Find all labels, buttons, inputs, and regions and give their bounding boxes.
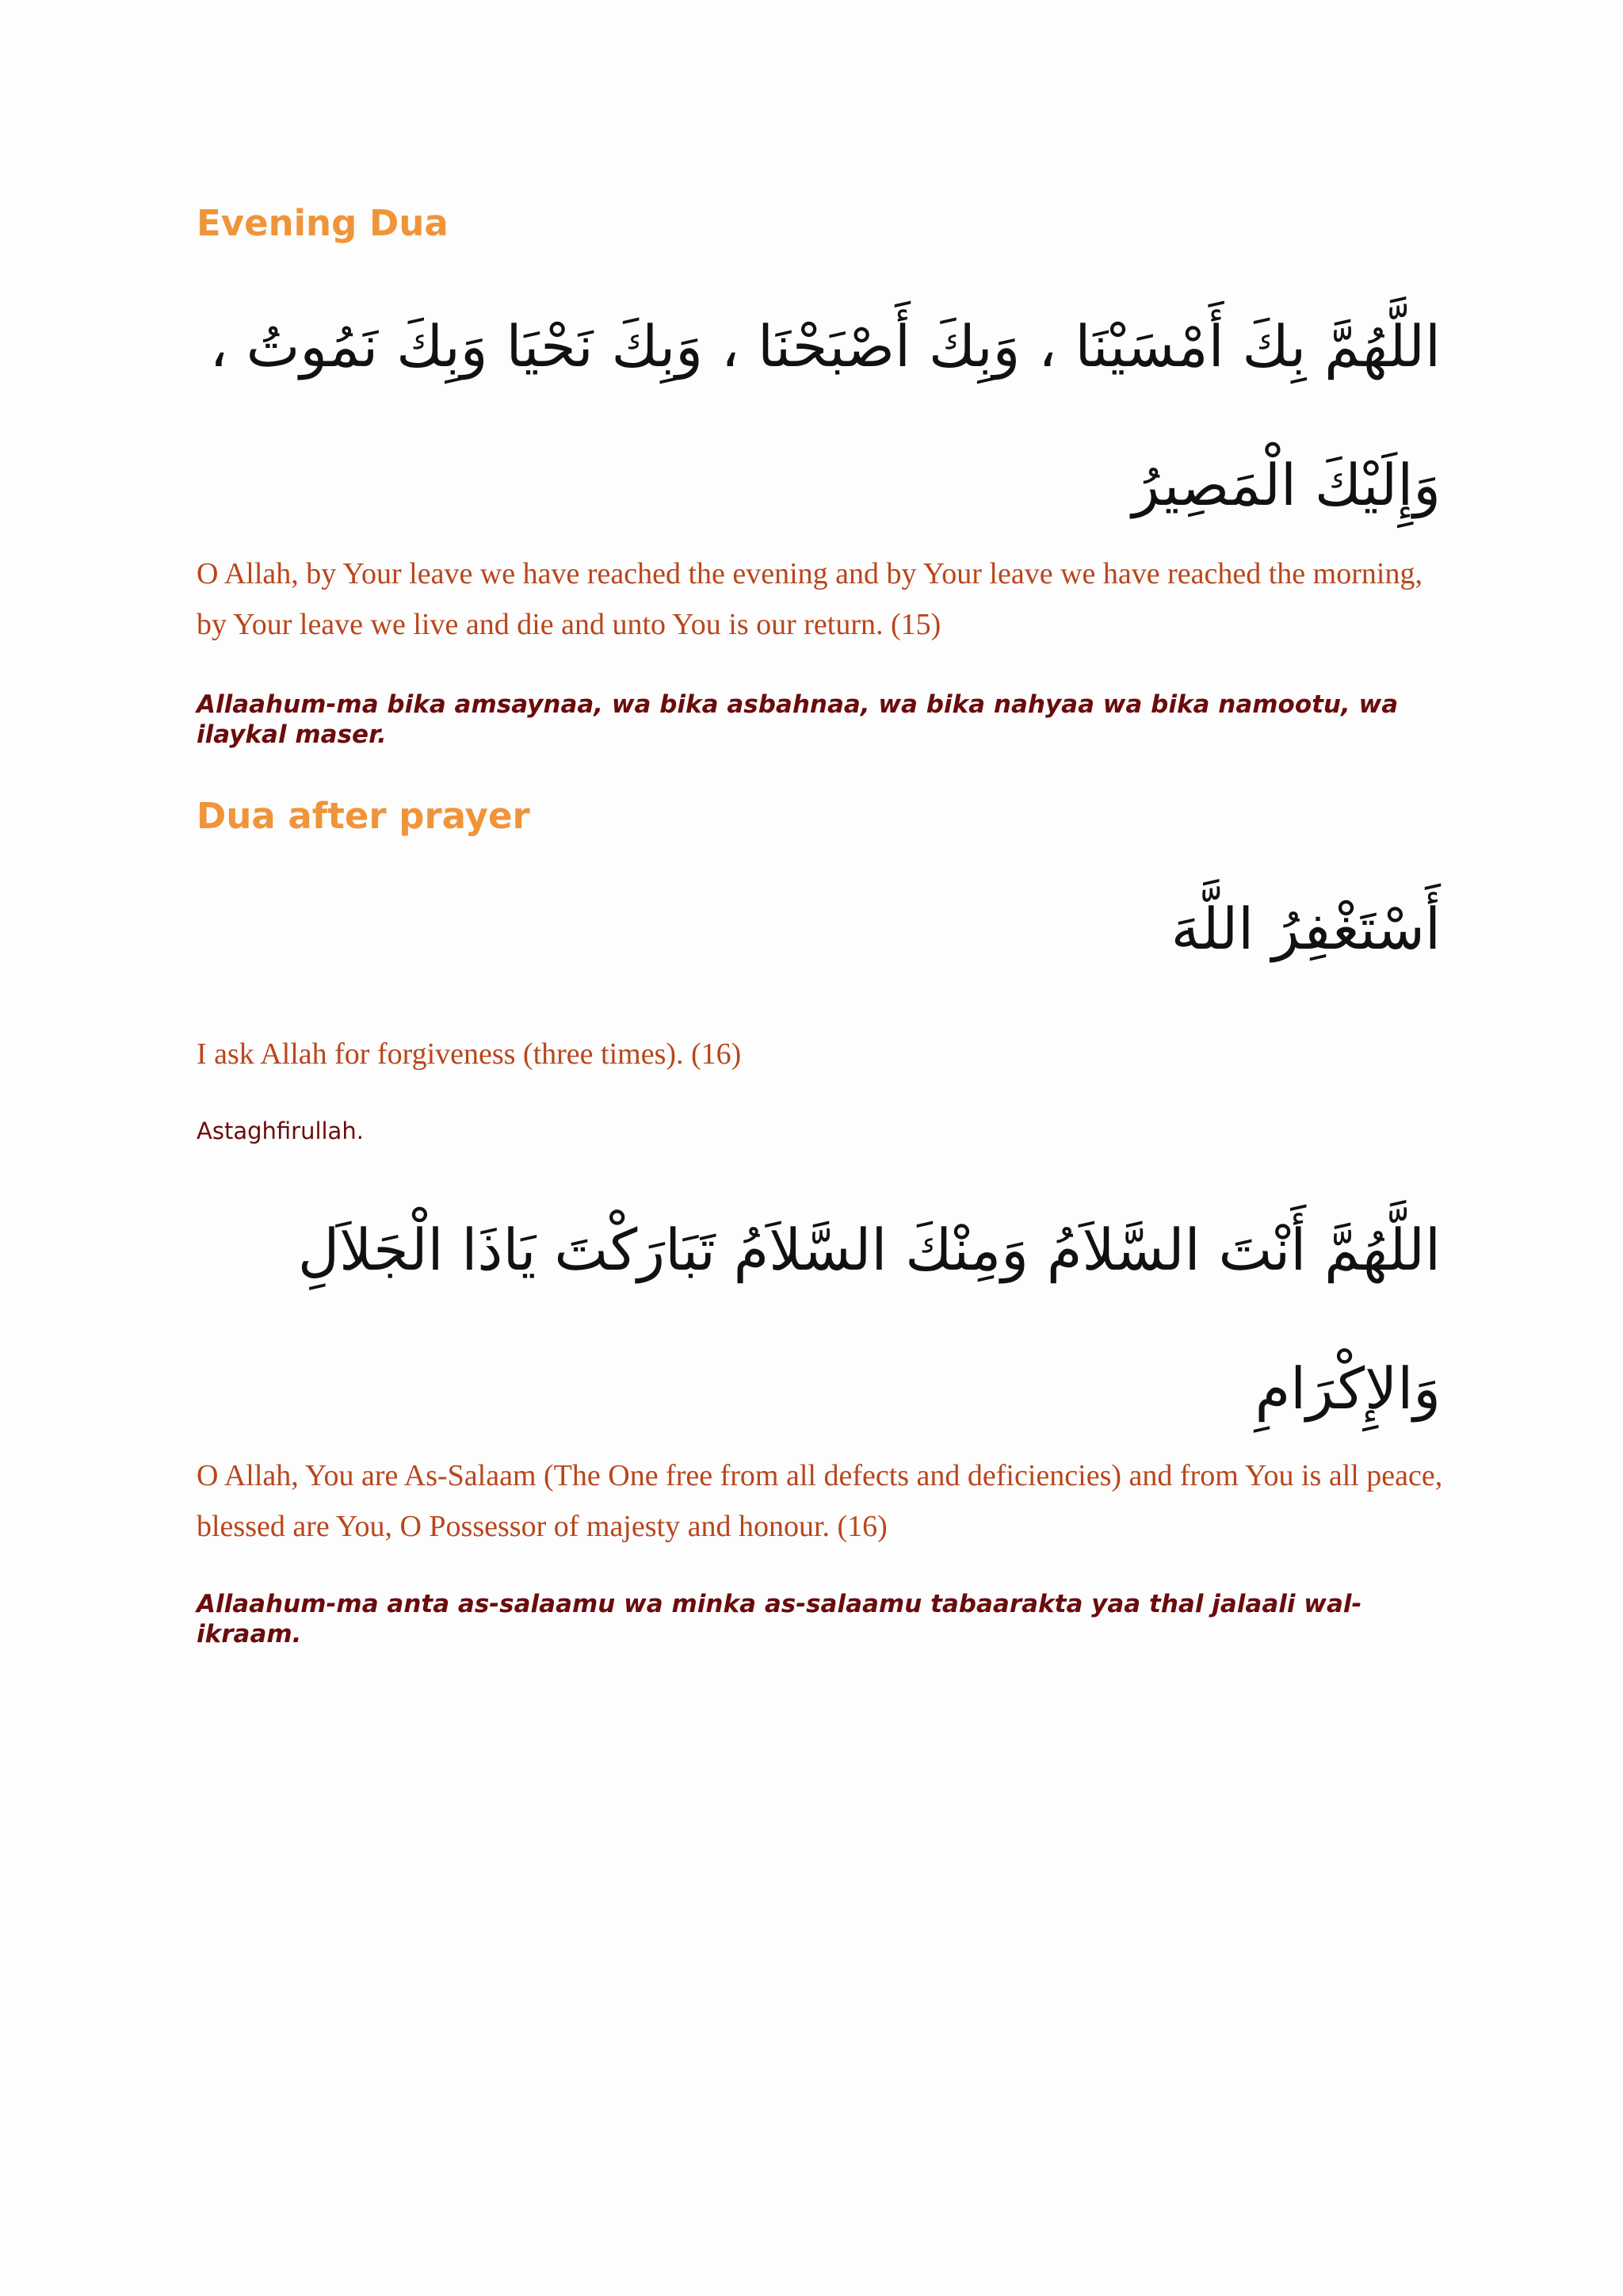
- arabic-text-anta-as-salaam: اللَّهُمَّ أَنْتَ السَّلاَمُ وَمِنْكَ السَّلاَمُ تَبَارَكْتَ يَاذَا الْجَلاَلِ وَالإِكْرَامِ: [297, 1217, 1441, 1422]
- section-heading-evening-dua: Evening Dua: [197, 202, 449, 244]
- arabic-text-istighfar: أَسْتَغْفِرُ اللَّهَ: [1170, 896, 1441, 962]
- translation-evening-dua: O Allah, by Your leave we have reached the evening and by Your leave we have reached the morning, by Your leave we live and die and unto You is our return. (15): [197, 557, 1423, 641]
- transliteration-istighfar: Astaghfirullah.: [197, 1117, 364, 1144]
- transliteration-evening-dua: Allaahum-ma bika amsaynaa, wa bika asbahnaa, wa bika nahyaa wa bika namootu, wa ilaykal maser.: [197, 690, 1399, 749]
- transliteration-anta-as-salaam: Allaahum-ma anta as-salaamu wa minka as-salaamu tabaarakta yaa thal jalaali wal-ikraam.: [197, 1590, 1362, 1648]
- translation-anta-as-salaam: O Allah, You are As-Salaam (The One free from all defects and deficiencies) and from You is all peace, blessed are You, O Possessor of majesty and honour. (16): [197, 1459, 1443, 1543]
- section-heading-dua-after-prayer: Dua after prayer: [197, 795, 530, 837]
- translation-istighfar: I ask Allah for forgiveness (three times). (16): [197, 1037, 742, 1071]
- arabic-text-evening-dua: اللَّهُمَّ بِكَ أَمْسَيْنَا ، وَبِكَ أَصْبَحْنَا ، وَبِكَ نَحْيَا وَبِكَ نَمُوتُ ، وَإِلَيْكَ الْمَصِيرُ: [209, 313, 1441, 518]
